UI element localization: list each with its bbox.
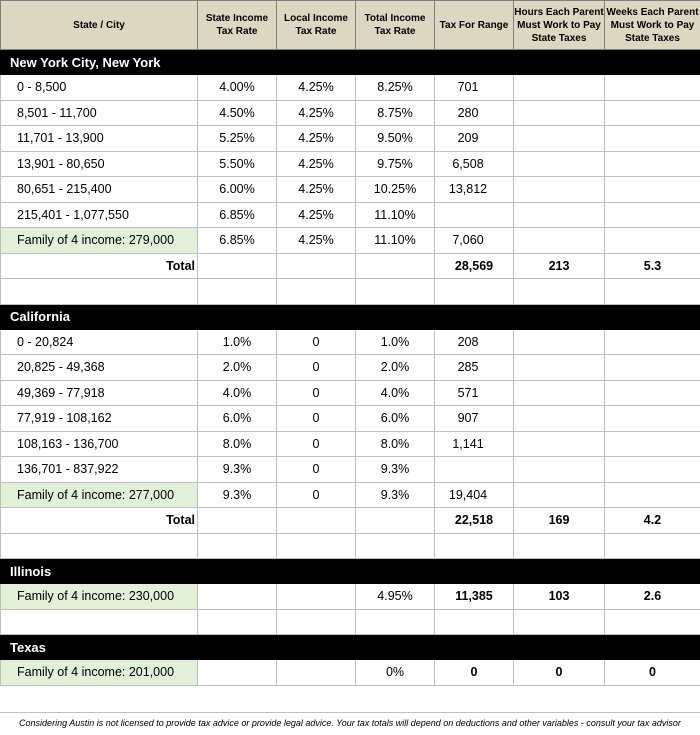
weeks-cell: 0 <box>605 660 700 686</box>
tax-cell: 1,141 <box>435 431 514 457</box>
tax-cell: 6,508 <box>435 151 514 177</box>
total-rate-cell: 1.0% <box>356 329 435 355</box>
table-row <box>1 380 700 406</box>
total-rate-cell: 8.75% <box>356 100 435 126</box>
range-cell: 80,651 - 215,400 <box>1 177 198 203</box>
local-rate-cell: 4.25% <box>277 177 356 203</box>
local-rate-cell: 0 <box>277 457 356 483</box>
hours-cell <box>514 482 605 508</box>
table-row <box>1 431 700 457</box>
local-rate-cell: 0 <box>277 431 356 457</box>
weeks-cell <box>605 151 700 177</box>
hours-cell <box>514 228 605 254</box>
hours-cell: 103 <box>514 584 605 610</box>
total-rate-cell: 4.0% <box>356 380 435 406</box>
total-hours: 169 <box>514 508 605 534</box>
section-header-texas <box>1 635 700 660</box>
range-cell: 11,701 - 13,900 <box>1 126 198 152</box>
total-label: Total <box>1 253 198 279</box>
hours-cell: 0 <box>514 660 605 686</box>
weeks-cell <box>605 100 700 126</box>
range-cell: 108,163 - 136,700 <box>1 431 198 457</box>
tax-cell <box>435 457 514 483</box>
section-title-texas: Texas <box>1 635 700 660</box>
family-income-cell: Family of 4 income: 201,000 <box>1 660 198 686</box>
weeks-cell <box>605 228 700 254</box>
section-title-illinois: Illinois <box>1 559 700 584</box>
local-rate-cell: 4.25% <box>277 228 356 254</box>
range-cell: 77,919 - 108,162 <box>1 406 198 432</box>
hours-cell <box>514 151 605 177</box>
total-rate-cell: 8.0% <box>356 431 435 457</box>
family-row-texas <box>1 660 700 686</box>
table-row <box>1 329 700 355</box>
tax-cell: 0 <box>435 660 514 686</box>
total-rate-cell: 11.10% <box>356 228 435 254</box>
total-rate-cell: 8.25% <box>356 75 435 101</box>
hours-cell <box>514 75 605 101</box>
weeks-cell <box>605 126 700 152</box>
table-row <box>1 75 700 101</box>
table-row <box>1 126 700 152</box>
local-rate-cell: 0 <box>277 355 356 381</box>
range-cell: 0 - 8,500 <box>1 75 198 101</box>
tax-cell: 701 <box>435 75 514 101</box>
range-cell: 215,401 - 1,077,550 <box>1 202 198 228</box>
total-rate-cell: 0% <box>356 660 435 686</box>
total-rate-cell: 9.75% <box>356 151 435 177</box>
hours-cell <box>514 202 605 228</box>
family-row-california <box>1 482 700 508</box>
total-rate-cell: 9.3% <box>356 482 435 508</box>
total-label: Total <box>1 508 198 534</box>
weeks-cell <box>605 457 700 483</box>
total-rate-cell: 6.0% <box>356 406 435 432</box>
state-rate-cell: 6.85% <box>198 228 277 254</box>
range-cell: 49,369 - 77,918 <box>1 380 198 406</box>
weeks-cell <box>605 355 700 381</box>
tax-cell <box>435 202 514 228</box>
total-weeks: 5.3 <box>605 253 700 279</box>
family-row-nyc <box>1 228 700 254</box>
local-rate-cell: 4.25% <box>277 126 356 152</box>
family-income-cell: Family of 4 income: 279,000 <box>1 228 198 254</box>
total-tax: 22,518 <box>435 508 514 534</box>
header-state-rate: State Income Tax Rate <box>198 1 277 50</box>
weeks-cell: 2.6 <box>605 584 700 610</box>
tax-cell: 571 <box>435 380 514 406</box>
total-rate-cell: 4.95% <box>356 584 435 610</box>
total-rate-cell: 10.25% <box>356 177 435 203</box>
spacer-row <box>1 533 700 559</box>
local-rate-cell: 4.25% <box>277 75 356 101</box>
header-hours: Hours Each Parent Must Work to Pay State Taxes <box>514 1 605 50</box>
weeks-cell <box>605 380 700 406</box>
table-row <box>1 202 700 228</box>
header-row <box>1 1 700 50</box>
state-rate-cell: 4.0% <box>198 380 277 406</box>
tax-cell: 209 <box>435 126 514 152</box>
state-rate-cell: 4.00% <box>198 75 277 101</box>
hours-cell <box>514 126 605 152</box>
total-weeks: 4.2 <box>605 508 700 534</box>
total-rate-cell: 11.10% <box>356 202 435 228</box>
table-row <box>1 406 700 432</box>
weeks-cell <box>605 406 700 432</box>
local-rate-cell: 0 <box>277 329 356 355</box>
state-rate-cell: 8.0% <box>198 431 277 457</box>
tax-cell: 19,404 <box>435 482 514 508</box>
hours-cell <box>514 177 605 203</box>
table-row <box>1 355 700 381</box>
tax-cell: 208 <box>435 329 514 355</box>
state-rate-cell: 6.85% <box>198 202 277 228</box>
tax-cell: 7,060 <box>435 228 514 254</box>
state-rate-cell: 4.50% <box>198 100 277 126</box>
state-rate-cell: 9.3% <box>198 457 277 483</box>
state-rate-cell: 9.3% <box>198 482 277 508</box>
disclaimer-footer: Considering Austin is not licensed to provide tax advice or provide legal advice. Your tax totals will depend on deductions and other variables - consult your tax advisor <box>0 712 700 735</box>
state-rate-cell: 6.0% <box>198 406 277 432</box>
local-rate-cell: 0 <box>277 482 356 508</box>
hours-cell <box>514 431 605 457</box>
local-rate-cell: 4.25% <box>277 202 356 228</box>
table-row <box>1 151 700 177</box>
total-tax: 28,569 <box>435 253 514 279</box>
header-local-rate: Local Income Tax Rate <box>277 1 356 50</box>
header-weeks: Weeks Each Parent Must Work to Pay State Taxes <box>605 1 700 50</box>
range-cell: 13,901 - 80,650 <box>1 151 198 177</box>
tax-cell: 280 <box>435 100 514 126</box>
total-row-nyc <box>1 253 700 279</box>
total-rate-cell: 9.3% <box>356 457 435 483</box>
section-header-nyc <box>1 50 700 75</box>
state-rate-cell: 5.50% <box>198 151 277 177</box>
family-row-illinois <box>1 584 700 610</box>
weeks-cell <box>605 202 700 228</box>
tax-cell: 13,812 <box>435 177 514 203</box>
tax-cell: 285 <box>435 355 514 381</box>
local-rate-cell: 4.25% <box>277 151 356 177</box>
section-title-nyc: New York City, New York <box>1 50 700 75</box>
weeks-cell <box>605 431 700 457</box>
hours-cell <box>514 100 605 126</box>
local-rate-cell: 4.25% <box>277 100 356 126</box>
total-rate-cell: 2.0% <box>356 355 435 381</box>
hours-cell <box>514 406 605 432</box>
section-header-california <box>1 304 700 329</box>
family-income-cell: Family of 4 income: 277,000 <box>1 482 198 508</box>
range-cell: 8,501 - 11,700 <box>1 100 198 126</box>
weeks-cell <box>605 329 700 355</box>
weeks-cell <box>605 177 700 203</box>
tax-cell: 907 <box>435 406 514 432</box>
header-state-city: State / City <box>1 1 198 50</box>
state-rate-cell: 1.0% <box>198 329 277 355</box>
hours-cell <box>514 380 605 406</box>
total-rate-cell: 9.50% <box>356 126 435 152</box>
family-income-cell: Family of 4 income: 230,000 <box>1 584 198 610</box>
section-header-illinois <box>1 559 700 584</box>
table-row <box>1 100 700 126</box>
state-rate-cell: 6.00% <box>198 177 277 203</box>
state-rate-cell: 5.25% <box>198 126 277 152</box>
total-row-california <box>1 508 700 534</box>
range-cell: 0 - 20,824 <box>1 329 198 355</box>
range-cell: 136,701 - 837,922 <box>1 457 198 483</box>
range-cell: 20,825 - 49,368 <box>1 355 198 381</box>
weeks-cell <box>605 482 700 508</box>
header-total-rate: Total Income Tax Rate <box>356 1 435 50</box>
state-rate-cell: 2.0% <box>198 355 277 381</box>
hours-cell <box>514 355 605 381</box>
weeks-cell <box>605 75 700 101</box>
section-title-california: California <box>1 304 700 329</box>
table-row <box>1 177 700 203</box>
table-row <box>1 457 700 483</box>
spacer-row <box>1 279 700 305</box>
header-tax-range: Tax For Range <box>435 1 514 50</box>
tax-cell: 11,385 <box>435 584 514 610</box>
hours-cell <box>514 457 605 483</box>
hours-cell <box>514 329 605 355</box>
total-hours: 213 <box>514 253 605 279</box>
spacer-row <box>1 609 700 635</box>
local-rate-cell: 0 <box>277 380 356 406</box>
local-rate-cell: 0 <box>277 406 356 432</box>
